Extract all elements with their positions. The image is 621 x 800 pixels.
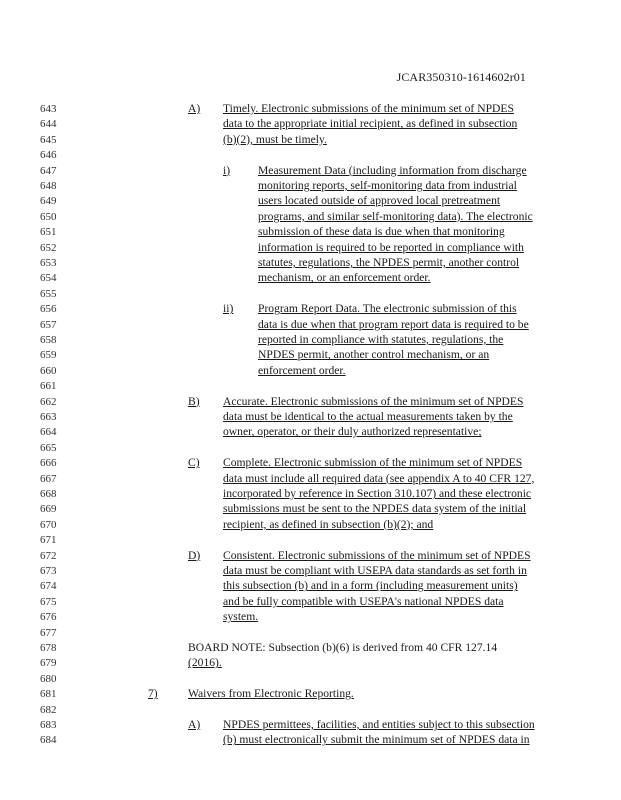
line-number: 646 (40, 149, 57, 162)
line-text: monitoring reports, self-monitoring data from industrial (258, 179, 517, 192)
document-line (0, 594, 621, 610)
line-text: Complete. Electronic submission of the minimum set of NPDES (223, 456, 523, 470)
line-number: 645 (40, 133, 57, 146)
line-text: data to the appropriate initial recipient, as defined in subsection (223, 117, 518, 131)
line-number: 652 (40, 241, 57, 254)
list-marker: ii) (223, 302, 234, 316)
line-text: Measurement Data (including information from discharge (258, 163, 527, 177)
document-line (0, 440, 621, 456)
line-number: 667 (40, 472, 57, 485)
document-line (0, 317, 621, 333)
list-marker: B) (188, 394, 200, 408)
line-text: Consistent. Electronic submissions of the minimum set of NPDES (223, 548, 531, 562)
line-number: 674 (40, 580, 57, 593)
line-text: data is due when that program report data is required to be (258, 317, 529, 331)
document-line (0, 101, 621, 117)
line-number: 657 (40, 318, 57, 331)
document-line (0, 609, 621, 625)
line-number: 660 (40, 364, 57, 377)
document-line (0, 301, 621, 317)
line-number: 681 (40, 688, 57, 701)
line-number: 682 (40, 703, 57, 716)
line-text: Accurate. Electronic submissions of the minimum set of NPDES (223, 394, 524, 408)
line-text: programs, and similar self-monitoring data). The electronic (258, 209, 533, 223)
document-line (0, 270, 621, 286)
document-line (0, 671, 621, 687)
line-number: 655 (40, 287, 57, 300)
document-line (0, 655, 621, 671)
line-number: 673 (40, 565, 57, 577)
list-marker: C) (188, 456, 200, 470)
document-line (0, 717, 621, 733)
line-number: 643 (40, 103, 57, 115)
line-number: 677 (40, 626, 57, 639)
line-number: 663 (40, 411, 57, 423)
line-number: 671 (40, 534, 57, 547)
document-line (0, 378, 621, 394)
line-number: 662 (40, 395, 57, 408)
line-text: (b)(2), must be timely. (223, 132, 327, 146)
line-text: Waivers from Electronic Reporting. (188, 687, 354, 701)
line-number: 665 (40, 441, 57, 454)
line-text: (2016). (188, 656, 222, 670)
line-text: reported in compliance with statutes, regulations, the (258, 333, 504, 346)
line-text: submissions must be sent to the NPDES data system of the initial (223, 502, 527, 516)
line-text: enforcement order. (258, 363, 346, 377)
document-line (0, 702, 621, 718)
line-text: mechanism, or an enforcement order. (258, 271, 431, 285)
document-line (0, 409, 621, 425)
document-line (0, 240, 621, 256)
line-text: BOARD NOTE: Subsection (b)(6) is derived from 40 CFR 127.14 (188, 641, 498, 654)
line-number: 672 (40, 549, 57, 562)
document-line (0, 548, 621, 564)
list-marker: 7) (148, 687, 158, 701)
line-number: 675 (40, 595, 57, 608)
document-line (0, 578, 621, 594)
line-number: 650 (40, 210, 57, 223)
line-number: 670 (40, 518, 57, 531)
line-text: information is required to be reported in compliance with (258, 240, 524, 254)
line-number: 661 (40, 380, 57, 393)
line-number: 678 (40, 642, 57, 654)
document-id: JCAR350310-1614602r01 (396, 70, 526, 84)
line-text: data must include all required data (see appendix A to 40 CFR 127, (223, 471, 535, 485)
document-line (0, 116, 621, 132)
document-line (0, 532, 621, 548)
document-line (0, 193, 621, 209)
line-text: submission of these data is due when that monitoring (258, 225, 505, 239)
document-line (0, 424, 621, 440)
line-number: 651 (40, 226, 57, 239)
line-text: system. (223, 610, 259, 624)
line-number: 669 (40, 503, 57, 516)
line-number: 676 (40, 611, 57, 624)
line-number: 659 (40, 349, 57, 362)
document-line (0, 455, 621, 471)
line-text: users located outside of approved local pretreatment (258, 194, 501, 208)
line-number: 648 (40, 180, 57, 192)
line-number: 684 (40, 734, 57, 747)
document-line (0, 640, 621, 656)
line-number: 680 (40, 672, 57, 685)
line-text: NPDES permit, another control mechanism, or an (258, 348, 490, 362)
document-line (0, 286, 621, 302)
line-number: 679 (40, 657, 57, 670)
line-text: NPDES permittees, facilities, and entities subject to this subsection (223, 718, 535, 731)
line-number: 656 (40, 303, 57, 316)
list-marker: i) (223, 163, 231, 177)
document-line (0, 686, 621, 702)
document-line (0, 501, 621, 517)
line-number: 668 (40, 488, 57, 500)
line-text: data must be compliant with USEPA data standards as set forth in (223, 564, 527, 577)
document-line (0, 224, 621, 240)
line-text: this subsection (b) and in a form (including measurement units) (223, 579, 518, 593)
document-line (0, 147, 621, 163)
line-text: Timely. Electronic submissions of the minimum set of NPDES (223, 102, 514, 115)
line-number: 644 (40, 118, 57, 131)
list-marker: A) (188, 102, 201, 115)
document-line (0, 732, 621, 748)
line-text: Program Report Data. The electronic submission of this (258, 302, 517, 316)
line-number: 653 (40, 257, 57, 269)
document-line (0, 132, 621, 148)
line-number: 654 (40, 272, 57, 285)
list-marker: A) (188, 718, 201, 731)
line-number: 647 (40, 164, 57, 177)
document-line (0, 363, 621, 379)
line-number: 664 (40, 426, 57, 439)
line-number: 658 (40, 334, 57, 346)
document-line (0, 163, 621, 179)
document-line (0, 563, 621, 579)
line-text: statutes, regulations, the NPDES permit, another control (258, 256, 520, 269)
line-text: data must be identical to the actual measurements taken by the (223, 410, 513, 423)
document-line (0, 209, 621, 225)
line-number: 649 (40, 195, 57, 208)
document-line (0, 486, 621, 502)
line-text: and be fully compatible with USEPA's national NPDES data (223, 594, 504, 608)
document-line (0, 332, 621, 348)
document-line (0, 178, 621, 194)
line-text: incorporated by reference in Section 310.107) and these electronic (223, 487, 532, 500)
document-line (0, 471, 621, 487)
document-line (0, 255, 621, 271)
document-line (0, 625, 621, 641)
document-line (0, 347, 621, 363)
document-line (0, 517, 621, 533)
line-number: 666 (40, 457, 57, 470)
document-line (0, 394, 621, 410)
line-text: owner, operator, or their duly authorized representative; (223, 425, 482, 439)
line-text: (b) must electronically submit the minimum set of NPDES data in (223, 733, 530, 747)
line-text: recipient, as defined in subsection (b)(2); and (223, 517, 434, 531)
list-marker: D) (188, 548, 201, 562)
line-number: 683 (40, 719, 57, 731)
